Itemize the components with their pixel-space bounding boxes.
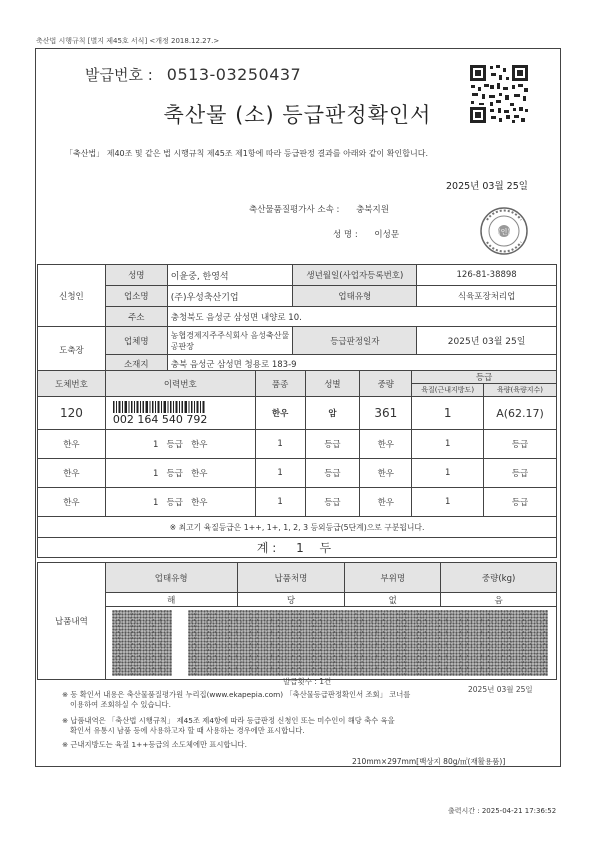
issue-number-value: 0513-03250437 xyxy=(166,65,302,84)
address-label: 주소 xyxy=(105,307,167,327)
footer-date: 2025년 03월 25일 xyxy=(468,685,533,694)
quality-header: 육질(근내지방도) xyxy=(412,384,484,397)
breed-header: 품종 xyxy=(255,371,305,397)
issue-label: 발급번호 : xyxy=(85,66,153,84)
watermark-text: 1 xyxy=(152,498,159,508)
workplace-value: 농협경제지주주식회사 음성축산물공판장 xyxy=(167,327,293,355)
birth-label: 생년월일(사업자등록번호) xyxy=(293,265,417,286)
applicant-table xyxy=(37,264,557,373)
security-pattern xyxy=(105,607,556,680)
table-row xyxy=(38,459,557,488)
delivery-section-label: 납품내역 xyxy=(38,563,106,680)
total-label: 계 : xyxy=(256,541,277,555)
official-seal-icon xyxy=(479,206,529,256)
inspector-label: 성 명 : xyxy=(333,230,358,240)
note-1: ※ 동 확인서 내용은 축산물품질평가원 누리집(www.ekapepia.com) 「축산물등급판정확인서 조회」 코너를 xyxy=(62,690,411,699)
watermark-text: 1 xyxy=(255,430,305,459)
security-pattern-left xyxy=(112,610,172,676)
birth-value: 126-81-38898 xyxy=(417,265,557,286)
applicant-section-label: 신청인 xyxy=(38,265,106,327)
watermark-text: 한우 xyxy=(38,459,106,488)
delivery-weight-value: 음 xyxy=(441,593,557,607)
carcass-no-header: 도체번호 xyxy=(38,371,106,397)
recipient-value: 당 xyxy=(237,593,345,607)
watermark-text: 한우 xyxy=(360,459,412,488)
watermark-text: 등급 xyxy=(305,488,360,517)
security-pattern-right xyxy=(188,610,548,676)
grading-date-value: 2025년 03월 25일 xyxy=(417,327,557,355)
inspector-value: 이성문 xyxy=(374,230,400,240)
sex-value: 암 xyxy=(305,397,360,430)
issue-date: 2025년 03월 25일 xyxy=(446,181,528,192)
delivery-type-value: 해 xyxy=(105,593,237,607)
note-2: ※ 납품내역은 「축산법 시행규칙」 제45조 제4항에 따라 등급판정 신청인 또는 미수인이 해당 축수 육을 xyxy=(62,716,395,725)
weight-header: 중량 xyxy=(360,371,412,397)
total-row xyxy=(38,538,557,558)
issue-number xyxy=(85,64,301,85)
yield-header: 육량(육량지수) xyxy=(484,384,557,397)
paper-spec: 210mm×297mm[백상지 80g/㎡(재활용품)] xyxy=(352,757,506,766)
grade-footnote: ※ 최고기 육질등급은 1++, 1+, 1, 2, 3 등외등급(5단계)으로 구분됩니다. xyxy=(38,517,557,538)
location-label: 소재지 xyxy=(105,355,167,373)
quality-value: 1 xyxy=(412,397,484,430)
delivery-type-header: 업태유형 xyxy=(105,563,237,593)
name-label: 성명 xyxy=(105,265,167,286)
sex-header: 성별 xyxy=(305,371,360,397)
office-line xyxy=(249,203,389,215)
seal-text: (인) xyxy=(497,228,511,236)
watermark-text: 1 xyxy=(412,430,484,459)
intro-text: 「축산법」 제40조 및 같은 법 시행규칙 제45조 제1항에 따라 등급판정 결과를 아래와 같이 확인합니다. xyxy=(65,149,428,158)
issue-count: 발급횟수 : 1건 xyxy=(283,677,332,686)
watermark-text: 한우 xyxy=(191,440,208,450)
workplace-label: 업체명 xyxy=(105,327,167,355)
total-value: 1 두 xyxy=(296,541,338,555)
breed-value: 한우 xyxy=(255,397,305,430)
top-note: 축산법 시행규칙 [별지 제45호 서식] <개정 2018.12.27.> xyxy=(36,37,220,45)
carcass-no-value: 120 xyxy=(38,397,106,430)
name-value: 이윤중, 한영석 xyxy=(167,265,293,286)
watermark-text: 1 xyxy=(412,488,484,517)
watermark-text: 등급 xyxy=(305,430,360,459)
watermark-text: 1 xyxy=(255,488,305,517)
print-time: 출력시간 : 2025-04-21 17:36:52 xyxy=(448,807,557,815)
trace-no-value: 002 164 540 792 xyxy=(112,413,208,426)
watermark-text: 한우 xyxy=(191,469,208,479)
table-row xyxy=(38,397,557,430)
watermark-text: 1 xyxy=(152,440,159,450)
watermark-cell xyxy=(105,459,255,488)
watermark-text: 등급 xyxy=(166,440,183,450)
barcode-icon xyxy=(113,401,205,413)
business-label: 업소명 xyxy=(105,286,167,307)
trace-cell xyxy=(105,397,255,430)
location-value: 충북 음성군 삼성면 청용로 183-9 xyxy=(167,355,556,373)
document-title: 축산물 (소) 등급판정확인서 xyxy=(163,103,432,127)
note-1b: 이용하여 조회하실 수 있습니다. xyxy=(70,700,171,709)
part-header: 부위명 xyxy=(345,563,441,593)
watermark-cell xyxy=(105,430,255,459)
watermark-text: 한우 xyxy=(360,430,412,459)
type-label: 업태유형 xyxy=(293,286,417,307)
watermark-text: 한우 xyxy=(360,488,412,517)
address-value: 충청북도 음성군 삼성면 내양로 10. xyxy=(167,307,556,327)
slaughter-section-label: 도축장 xyxy=(38,327,106,373)
part-value: 없 xyxy=(345,593,441,607)
trace-no-header: 이력번호 xyxy=(105,371,255,397)
note-2b: 확인서 유통시 남품 등에 사용하고자 할 때 사용하는 경우에만 표시합니다. xyxy=(70,726,305,735)
watermark-text: 1 xyxy=(412,459,484,488)
table-row xyxy=(38,430,557,459)
weight-value: 361 xyxy=(360,397,412,430)
office-value: 충북지원 xyxy=(356,205,389,215)
watermark-text: 등급 xyxy=(166,469,183,479)
office-label: 축산물품질평가사 소속 : xyxy=(249,205,340,215)
watermark-text: 등급 xyxy=(484,459,557,488)
delivery-table xyxy=(37,562,557,680)
note-3: ※ 근내지방도는 육질 1++등급의 소도체에만 표시합니다. xyxy=(62,740,247,749)
yield-value: A(62.17) xyxy=(484,397,557,430)
delivery-weight-header: 중량(kg) xyxy=(441,563,557,593)
watermark-text: 등급 xyxy=(305,459,360,488)
watermark-text: 한우 xyxy=(38,488,106,517)
watermark-text: 등급 xyxy=(484,430,557,459)
watermark-text: 1 xyxy=(255,459,305,488)
grading-date-label: 등급판정일자 xyxy=(293,327,417,355)
results-table xyxy=(37,370,557,558)
watermark-cell xyxy=(105,488,255,517)
watermark-text: 등급 xyxy=(484,488,557,517)
table-row xyxy=(38,593,557,607)
watermark-text: 한우 xyxy=(191,498,208,508)
grade-header: 등급 xyxy=(412,371,557,384)
recipient-header: 납품처명 xyxy=(237,563,345,593)
table-row xyxy=(38,488,557,517)
watermark-text: 한우 xyxy=(38,430,106,459)
inspector-line xyxy=(333,228,399,240)
business-value: (주)우성축산기업 xyxy=(167,286,293,307)
watermark-text: 1 xyxy=(152,469,159,479)
type-value: 식육포장처리업 xyxy=(417,286,557,307)
watermark-text: 등급 xyxy=(166,498,183,508)
